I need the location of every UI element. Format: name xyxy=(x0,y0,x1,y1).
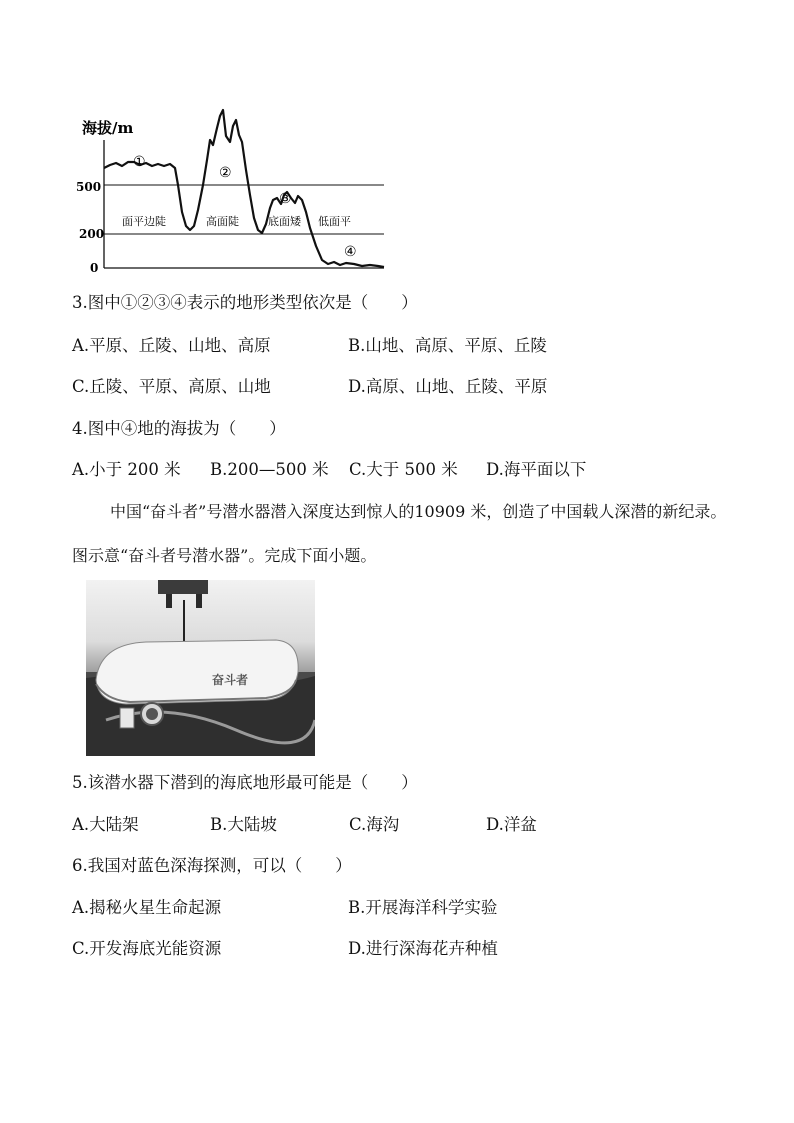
tick-label-200: 200 xyxy=(79,227,105,241)
marker-2: ② xyxy=(219,165,232,181)
region-label-1: 面平边陡 xyxy=(122,215,166,228)
passage-text: 中国“奋斗者”号潜水器潜入深度达到惊人的10909 米，创造了中国载人深潜的新纪录。图示意“奋斗者号潜水器”。完成下面小题。 xyxy=(72,502,727,565)
question-4-stem: 4.图中④地的海拔为（ ） xyxy=(72,419,286,438)
question-4-option-b: B.200—500 米 xyxy=(210,460,329,479)
submersible-photo xyxy=(86,580,315,756)
terrain-profile-figure xyxy=(70,100,400,280)
question-6-stem: 6.我国对蓝色深海探测，可以（ ） xyxy=(72,856,352,875)
submersible-illustration xyxy=(86,580,315,756)
tick-label-0: 0 xyxy=(90,261,99,275)
question-3-option-b: B.山地、高原、平原、丘陵 xyxy=(348,336,547,355)
question-3-stem: 3.图中①②③④表示的地形类型依次是（ ） xyxy=(72,293,418,312)
question-5-option-b: B.大陆坡 xyxy=(210,815,277,834)
question-6-option-b: B.开展海洋科学实验 xyxy=(348,898,498,917)
profile-ylabel: 海拔/m xyxy=(82,119,134,137)
question-3-option-c: C.丘陵、平原、高原、山地 xyxy=(72,377,271,396)
question-6-option-d: D.进行深海花卉种植 xyxy=(348,939,498,958)
question-5-option-c: C.海沟 xyxy=(349,815,400,834)
question-6-option-a: A.揭秘火星生命起源 xyxy=(72,898,222,917)
question-3-option-a: A.平原、丘陵、山地、高原 xyxy=(72,336,271,355)
tick-label-500: 500 xyxy=(76,180,102,194)
region-label-4: 低面平 xyxy=(318,215,351,228)
marker-3: ③ xyxy=(279,191,292,207)
region-label-2: 高面陡 xyxy=(206,215,239,228)
question-6-option-c: C.开发海底光能资源 xyxy=(72,939,222,958)
question-5-option-a: A.大陆架 xyxy=(72,815,139,834)
marker-4: ④ xyxy=(344,244,357,260)
marker-1: ① xyxy=(133,154,146,170)
region-label-3: 底面矮 xyxy=(268,215,301,228)
question-4-option-a: A.小于 200 米 xyxy=(72,460,181,479)
terrain-profile-line xyxy=(104,110,384,267)
question-5-stem: 5.该潜水器下潜到的海底地形最可能是（ ） xyxy=(72,773,418,792)
question-5-option-d: D.洋盆 xyxy=(486,815,537,834)
question-4-option-d: D.海平面以下 xyxy=(486,460,587,479)
hull-name-text: 奋斗者 xyxy=(212,673,249,687)
question-4-option-c: C.大于 500 米 xyxy=(349,460,458,479)
question-3-option-d: D.高原、山地、丘陵、平原 xyxy=(348,377,548,396)
